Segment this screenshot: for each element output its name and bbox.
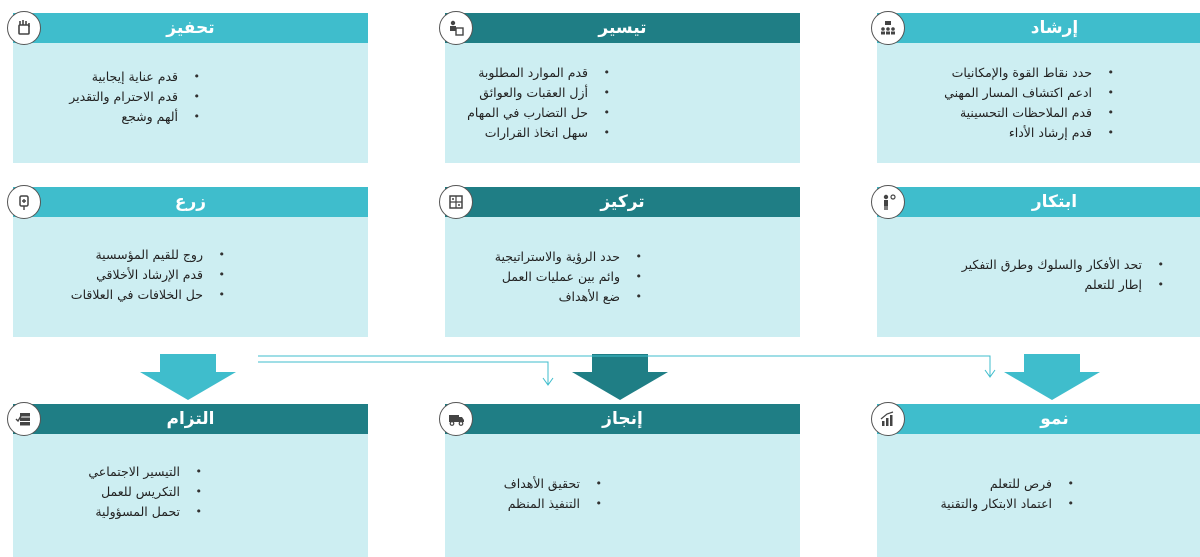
bullet: • xyxy=(218,248,225,261)
list-item-text: قدم الملاحظات التحسينية xyxy=(959,105,1092,120)
list-item-text: وائم بين عمليات العمل xyxy=(501,269,620,284)
list-item-text: قدم عناية إيجابية xyxy=(91,69,178,84)
card-title: نمو xyxy=(877,404,1200,434)
bullet: • xyxy=(218,268,225,281)
bullet: • xyxy=(1067,497,1074,510)
list-item-text: تحمل المسؤولية xyxy=(95,504,180,519)
bullet: • xyxy=(595,497,602,510)
card-title: إنجاز xyxy=(445,404,800,434)
list-item-text: روج للقيم المؤسسية xyxy=(95,247,203,262)
list-item-text: ادعم اكتشاف المسار المهني xyxy=(944,85,1092,100)
bullet: • xyxy=(595,477,602,490)
list-item-text: أزل العقبات والعوائق xyxy=(479,85,588,100)
bullet: • xyxy=(1067,477,1074,490)
list-item-text: حل التضارب في المهام xyxy=(467,105,588,120)
bullet: • xyxy=(195,485,202,498)
bullet: • xyxy=(1157,278,1164,291)
list-item-text: قدم إرشاد الأداء xyxy=(1008,125,1092,140)
list-item-text: التكريس للعمل xyxy=(101,484,180,499)
bullet: • xyxy=(1107,86,1114,99)
bullet: • xyxy=(1107,106,1114,119)
list-item-text: التنفيذ المنظم xyxy=(507,496,580,511)
list-item-text: حل الخلافات في العلاقات xyxy=(70,287,203,302)
list-item-text: قدم الموارد المطلوبة xyxy=(478,65,588,80)
card-title: تركيز xyxy=(445,187,800,217)
list-item-text: ضع الأهداف xyxy=(558,289,620,304)
bullet: • xyxy=(1107,126,1114,139)
list-item-text: قدم الاحترام والتقدير xyxy=(69,89,178,104)
bullet: • xyxy=(603,66,610,79)
bullet: • xyxy=(193,90,200,103)
list-item-text: حدد الرؤية والاستراتيجية xyxy=(494,249,620,264)
bullet: • xyxy=(603,126,610,139)
bullet: • xyxy=(603,106,610,119)
list-item-text: قدم الإرشاد الأخلاقي xyxy=(96,267,203,282)
bullet: • xyxy=(218,288,225,301)
list-item-text: تحقيق الأهداف xyxy=(503,476,580,491)
card-title: زرع xyxy=(13,187,368,217)
card-title: إرشاد xyxy=(877,13,1200,43)
bullet: • xyxy=(635,290,642,303)
bullet: • xyxy=(195,505,202,518)
card-title: التزام xyxy=(13,404,368,434)
list-item-text: التيسير الاجتماعي xyxy=(88,464,180,479)
bullet: • xyxy=(603,86,610,99)
card-title: تيسير xyxy=(445,13,800,43)
bullet: • xyxy=(193,70,200,83)
card-title: ابتكار xyxy=(877,187,1200,217)
bullet: • xyxy=(195,465,202,478)
bullet: • xyxy=(193,110,200,123)
list-item-text: ألهم وشجع xyxy=(121,109,178,124)
list-item-text: سهل اتخاذ القرارات xyxy=(484,125,588,140)
list-item-text: حدد نقاط القوة والإمكانيات xyxy=(951,65,1092,80)
bullet: • xyxy=(1107,66,1114,79)
list-item-text: تحد الأفكار والسلوك وطرق التفكير xyxy=(961,257,1142,272)
card-title: تحفيز xyxy=(13,13,368,43)
list-item-text: إطار للتعلم xyxy=(1084,277,1142,292)
bullet: • xyxy=(635,250,642,263)
bullet: • xyxy=(1157,258,1164,271)
bullet: • xyxy=(635,270,642,283)
list-item-text: اعتماد الابتكار والتقنية xyxy=(940,496,1052,511)
list-item-text: فرص للتعلم xyxy=(989,476,1052,491)
